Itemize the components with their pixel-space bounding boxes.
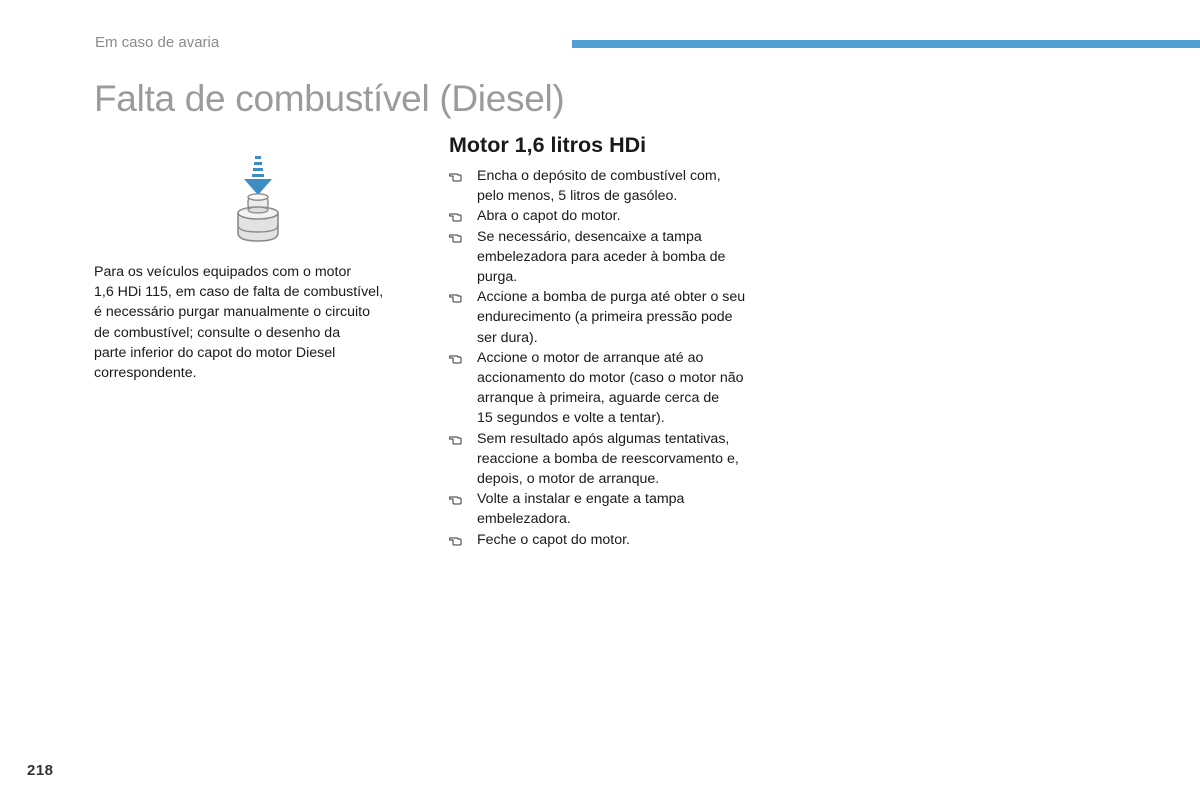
pointing-hand-icon	[449, 432, 463, 446]
intro-line: correspondente.	[94, 365, 197, 382]
step-line: endurecimento (a primeira pressão pode	[477, 309, 733, 326]
step-line: Encha o depósito de combustível com,	[477, 168, 721, 184]
intro-line: é necessário purgar manualmente o circuito	[94, 304, 371, 321]
intro-line: 1,6 HDi 115, em caso de falta de combustível,	[94, 284, 384, 301]
step-line: ser dura).	[477, 329, 538, 346]
step-line: accionamento do motor (caso o motor não	[477, 370, 744, 387]
header-accent-bar	[572, 40, 1200, 48]
list-item	[449, 287, 789, 348]
pointing-hand-icon	[449, 230, 463, 244]
step-line: Sem resultado após algumas tentativas,	[477, 430, 730, 447]
step-line: pelo menos, 5 litros de gasóleo.	[477, 188, 678, 205]
pointing-hand-icon	[449, 209, 463, 223]
purge-pump-icon	[232, 153, 284, 245]
step-line: Accione a bomba de purga até obter o seu	[477, 289, 746, 306]
step-line: purga.	[477, 269, 518, 286]
step-line: Se necessário, desencaixe a tampa	[477, 228, 702, 245]
page-number: 218	[27, 762, 54, 779]
step-line: embelezadora para aceder à bomba de	[477, 248, 726, 265]
list-item	[449, 206, 789, 226]
pointing-hand-icon	[449, 533, 463, 547]
list-item	[449, 429, 789, 490]
steps-list	[449, 166, 789, 550]
list-item	[449, 227, 789, 288]
section-label: Em caso de avaria	[95, 34, 220, 51]
pointing-hand-icon	[449, 492, 463, 506]
step-line: arranque à primeira, aguarde cerca de	[477, 390, 720, 407]
list-item	[449, 489, 789, 529]
step-line: 15 segundos e volte a tentar).	[477, 410, 665, 427]
step-line: Accione o motor de arranque até ao	[477, 349, 704, 366]
list-item	[449, 166, 789, 206]
list-item	[449, 530, 789, 550]
intro-paragraph	[94, 262, 424, 383]
step-line: Volte a instalar e engate a tampa	[477, 491, 685, 508]
step-line: Abra o capot do motor.	[477, 208, 621, 225]
pointing-hand-icon	[449, 169, 463, 183]
pointing-hand-icon	[449, 351, 463, 365]
step-line: embelezadora.	[477, 511, 571, 528]
page-title: Falta de combustível (Diesel)	[94, 78, 565, 119]
intro-line: parte inferior do capot do motor Diesel	[94, 344, 336, 361]
step-line: Feche o capot do motor.	[477, 531, 630, 548]
step-line: reaccione a bomba de reescorvamento e,	[477, 450, 739, 467]
list-item	[449, 348, 789, 429]
intro-line: Para os veículos equipados com o motor	[94, 264, 352, 280]
step-line: depois, o motor de arranque.	[477, 471, 660, 488]
pointing-hand-icon	[449, 290, 463, 304]
intro-line: de combustível; consulte o desenho da	[94, 324, 341, 341]
subsection-title: Motor 1,6 litros HDi	[449, 133, 647, 157]
